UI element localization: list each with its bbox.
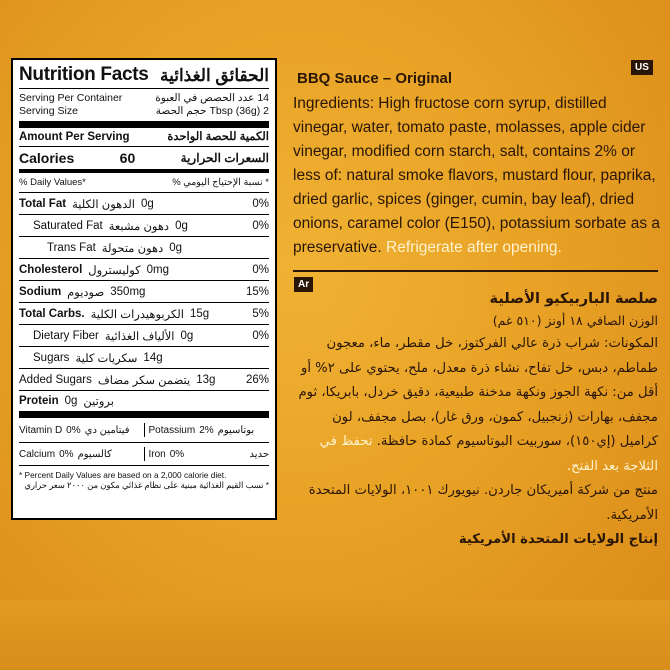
sugars-amount: 14g xyxy=(143,351,163,364)
ingredients-en xyxy=(293,92,663,260)
footnote xyxy=(19,466,269,490)
nutrition-title-ar: الحقائق الغذائية xyxy=(159,66,269,85)
potassium-value: 2% xyxy=(199,424,214,436)
cholesterol-ar: كوليسترول xyxy=(88,264,141,277)
servings-per-container-label: Serving Per Container xyxy=(19,92,123,104)
product-title-en: BBQ Sauce – Original xyxy=(297,70,453,87)
footnote-ar: * نسب القيم الغذائية مبنية على نظام غذائي مكون من ٢٠٠٠ سعر حراري xyxy=(24,480,269,490)
dietary-fiber-amount: 0g xyxy=(180,329,194,342)
amount-per-serving-row xyxy=(19,128,269,147)
net-weight-ar: الوزن الصافي ١٨ أونز (٥١٠ غم) xyxy=(492,313,658,328)
trans-fat-ar: دهون متحولة xyxy=(101,242,164,255)
saturated-fat-ar: دهون مشبعة xyxy=(108,220,170,233)
trans-fat-label: Trans Fat xyxy=(47,241,96,254)
us-badge: US xyxy=(631,60,653,75)
total-fat-label: Total Fat xyxy=(19,197,67,210)
vitamins-row-1 xyxy=(19,418,269,443)
nutrition-title xyxy=(19,64,269,89)
ingredients-en-text: Ingredients: High fructose corn syrup, distilled vinegar, water, tomato paste, molasses, apple cider vinegar, modified corn starch, salt, contains 2% or less of: natural smoke flavors, mustard flour, paprika, dried garlic, spices (ginger, cumin, bay leaf), dried onions, caramel color (E150), potassium sorbate as a preservative. xyxy=(293,95,661,256)
sugars-label: Sugars xyxy=(33,351,70,364)
servings-per-container-row xyxy=(19,92,269,105)
vitamins-row-2 xyxy=(19,443,269,466)
dietary-fiber-ar: الألياف الغذائية xyxy=(104,330,175,343)
iron-ar: حديد xyxy=(249,448,269,460)
sodium-label: Sodium xyxy=(19,285,62,298)
calories-en: Calories xyxy=(19,149,75,166)
servings-per-container-label-ar: عدد الحصص في العبوة xyxy=(155,92,255,104)
added-sugars-label: Added Sugars xyxy=(19,373,92,386)
nutrient-row-protein xyxy=(19,391,269,418)
daily-values-ar: * نسبة الإحتياج اليومي % xyxy=(172,177,269,188)
ar-badge: Ar xyxy=(294,277,313,292)
calcium-label: Calcium xyxy=(19,448,56,460)
ingredients-ar xyxy=(296,332,658,479)
nutrient-row-total-fat xyxy=(19,193,269,215)
nutrition-facts-panel xyxy=(11,58,277,520)
protein-label: Protein xyxy=(19,395,59,407)
nutrition-title-en: Nutrition Facts xyxy=(19,64,149,85)
dietary-fiber-label: Dietary Fiber xyxy=(33,329,99,342)
total-fat-amount: 0g xyxy=(140,197,154,210)
nutrient-row-cholesterol xyxy=(19,259,269,281)
serving-size-label: Serving Size xyxy=(19,105,78,117)
calories-row xyxy=(19,147,269,173)
total-fat-dv: 0% xyxy=(252,197,269,210)
arabic-section xyxy=(296,288,658,552)
sodium-ar: صوديوم xyxy=(67,286,105,299)
total-carbs-ar: الكربوهيدرات الكلية xyxy=(90,308,184,321)
manufacturer-ar: منتج من شركة أميريكان جاردن. نيويورك ١٠٠١، الولايات المتحدة الأمريكية. xyxy=(308,483,658,523)
vitamin-d-value: 0% xyxy=(66,424,81,436)
cholesterol-amount: 0mg xyxy=(146,263,170,276)
added-sugars-ar: يتضمن سكر مضاف xyxy=(97,374,191,387)
nutrient-row-trans-fat xyxy=(19,237,269,259)
iron-label: Iron xyxy=(148,448,166,460)
vitamin-divider xyxy=(144,447,145,461)
serving-size-value: 2 Tbsp (36g) xyxy=(209,105,269,117)
dietary-fiber-dv: 0% xyxy=(252,329,269,342)
nutrient-row-dietary-fiber xyxy=(19,325,269,347)
nutrient-row-saturated-fat xyxy=(19,215,269,237)
vitamin-divider xyxy=(144,423,145,437)
servings-per-container-ar xyxy=(155,92,269,105)
sodium-dv: 15% xyxy=(245,285,269,298)
total-carbs-label: Total Carbs. xyxy=(19,307,85,320)
vitamin-d-label: Vitamin D xyxy=(19,424,63,436)
storage-en: Refrigerate after opening. xyxy=(386,239,562,256)
added-sugars-amount: 13g xyxy=(196,373,216,386)
serving-size-row xyxy=(19,105,269,128)
calories-ar: السعرات الحرارية xyxy=(180,150,269,165)
section-divider xyxy=(293,270,658,272)
daily-values-en: % Daily Values* xyxy=(19,177,86,188)
product-title-ar: صلصة الباربيكيو الأصلية xyxy=(489,291,658,307)
cholesterol-label: Cholesterol xyxy=(19,263,83,276)
iron-value: 0% xyxy=(169,448,185,460)
nutrient-row-total-carbs xyxy=(19,303,269,325)
nutrient-row-sugars xyxy=(19,347,269,369)
protein-ar: بروتين xyxy=(83,396,114,408)
footnote-en: * Percent Daily Values are based on a 2,000 calorie diet. xyxy=(19,470,227,480)
serving-size-label-ar: حجم الحصة xyxy=(155,105,207,117)
storage-ar: تحفظ في الثلاجة بعد الفتح. xyxy=(319,434,658,474)
saturated-fat-dv: 0% xyxy=(252,219,269,232)
total-carbs-dv: 5% xyxy=(252,307,269,320)
sugars-ar: سكريات كلية xyxy=(75,352,138,365)
serving-size-ar xyxy=(156,105,269,118)
sodium-amount: 350mg xyxy=(110,285,146,298)
calories-value: 60 xyxy=(119,149,136,166)
nutrient-row-sodium xyxy=(19,281,269,303)
daily-values-header xyxy=(19,173,269,193)
nutrient-row-added-sugars xyxy=(19,369,269,391)
potassium-ar: بوتاسيوم xyxy=(217,424,255,436)
amount-per-serving-en: Amount Per Serving xyxy=(19,130,130,143)
trans-fat-amount: 0g xyxy=(169,241,183,254)
servings-per-container-value: 14 xyxy=(257,92,269,104)
potassium-label: Potassium xyxy=(148,424,196,436)
protein-amount: 0g xyxy=(64,395,78,407)
added-sugars-dv: 26% xyxy=(245,373,269,386)
cholesterol-dv: 0% xyxy=(252,263,269,276)
saturated-fat-amount: 0g xyxy=(175,219,188,232)
calcium-ar: كالسيوم xyxy=(77,448,112,460)
ingredients-ar-text: المكونات: شراب ذرة عالي الفركتوز، خل مقطر، ماء، معجون طماطم، دبس، خل تفاح، نشاء ذرة معدل، ملح، يحتوي على ٢% أو أقل من: نكهة الجوز ونكهة مدخنة طبيعية، دقيق خردل، بابريكا، ثوم مجفف، بهارات (زنجبيل، كمون، ورق غار)، بصل مجفف، لون كراميل (إي١٥٠)، سوربيت البوتاسيوم كمادة حافظة. xyxy=(298,336,658,449)
made-in-ar: إنتاج الولايات المتحدة الأمريكية xyxy=(458,532,658,547)
calcium-value: 0% xyxy=(59,448,74,460)
amount-per-serving-ar: الكمية للحصة الواحدة xyxy=(167,130,269,143)
total-carbs-amount: 15g xyxy=(189,307,210,320)
saturated-fat-label: Saturated Fat xyxy=(33,219,103,232)
vitamin-d-ar: فيتامين دي xyxy=(84,424,130,436)
bottom-band xyxy=(0,600,670,670)
total-fat-ar: الدهون الكلية xyxy=(72,198,135,211)
